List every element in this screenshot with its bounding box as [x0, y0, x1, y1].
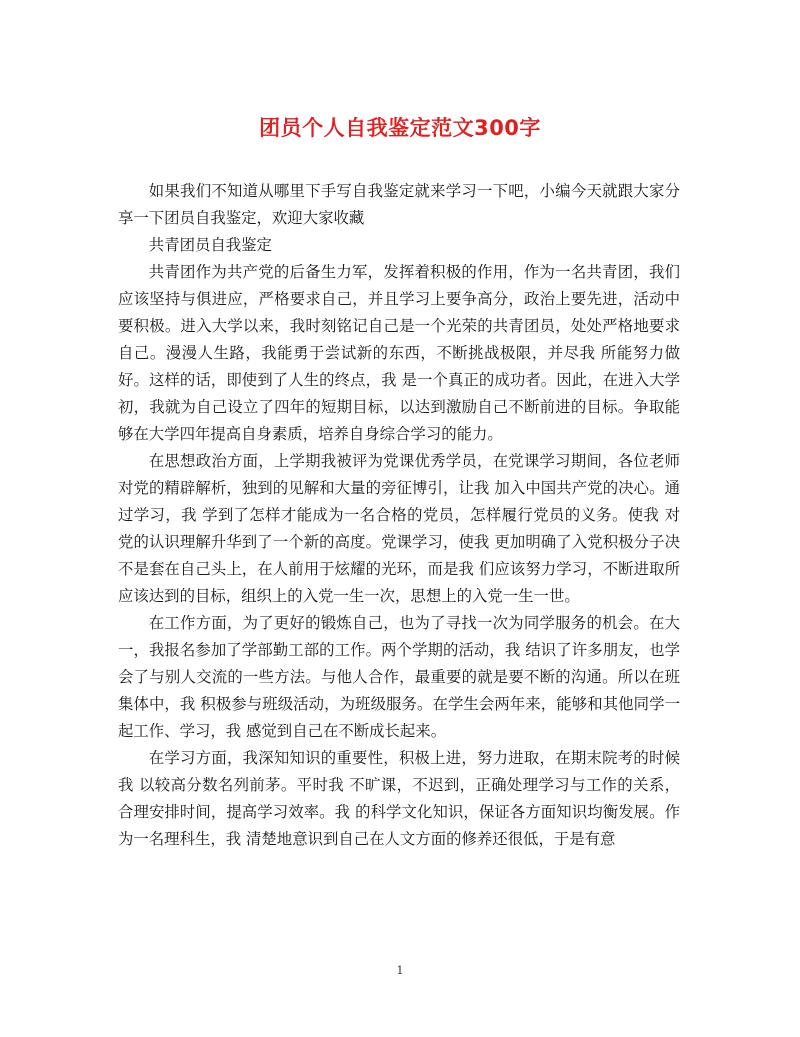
document-body [118, 178, 680, 853]
paragraph-politics: 在思想政治方面，上学期我被评为党课优秀学员，在党课学习期间，各位老师对党的精辟解析，独到的见解和大量的旁征博引，让我 加入中国共产党的决心。通过学习，我 学到了怎样才能成为一名合格的党员，怎样履行党员的义务。使我 对党的认识理解升华到了一个新的高度。党课学习，使我 更加明确了入党积极分子决不是套在自己头上，在人前用于炫耀的光环，而是我 们应该努力学习，不断进取所应该达到的目标，组织上的入党一生一次，思想上的入党一生一世。 [118, 452, 680, 605]
paragraph-subheading: 共青团员自我鉴定 [148, 236, 272, 254]
document-title: 团员个人自我鉴定范文300字 [259, 116, 541, 140]
paragraph-work: 在工作方面，为了更好的锻炼自己，也为了寻找一次为同学服务的机会。在大一，我报名参加了学部勤工部的工作。两个学期的活动，我 结识了许多朋友，也学会了与别人交流的一些方法。与他人合作，最重要的就是要不断的沟通。所以在班集体中，我 积极参与班级活动，为班级服务。在学生会两年来，能够和其他同学一起工作、学习，我 感觉到自己在不断成长起来。 [118, 614, 680, 740]
paragraph-intro: 如果我们不知道从哪里下手写自我鉴定就来学习一下吧，小编今天就跟大家分享一下团员自我鉴定，欢迎大家收藏 [118, 182, 680, 227]
paragraph-overview: 共青团作为共产党的后备生力军，发挥着积极的作用，作为一名共青团，我们应该坚持与俱进应，严格要求自己，并且学习上要争高分，政治上要先进，活动中要积极。进入大学以来，我时刻铭记自己是一个光荣的共青团员，处处严格地要求自己。漫漫人生路，我能勇于尝试新的东西，不断挑战极限，并尽我 所能努力做好。这样的话，即使到了人生的终点，我 是一个真正的成功者。因此，在进入大学初，我就为自己设立了四年的短期目标，以达到激励自己不断前进的目标。争取能够在大学四年提高自身素质，培养自身综合学习的能力。 [118, 263, 680, 443]
paragraph-study: 在学习方面，我深知知识的重要性，积极上进，努力进取，在期末院考的时候我 以较高分数名列前茅。平时我 不旷课，不迟到，正确处理学习与工作的关系，合理安排时间，提高学习效率。我 的科学文化知识，保证各方面知识均衡发展。作为一名理科生，我 清楚地意识到自己在人文方面的修养还很低，于是有意 [118, 749, 680, 848]
page-number: 1 [396, 964, 404, 977]
